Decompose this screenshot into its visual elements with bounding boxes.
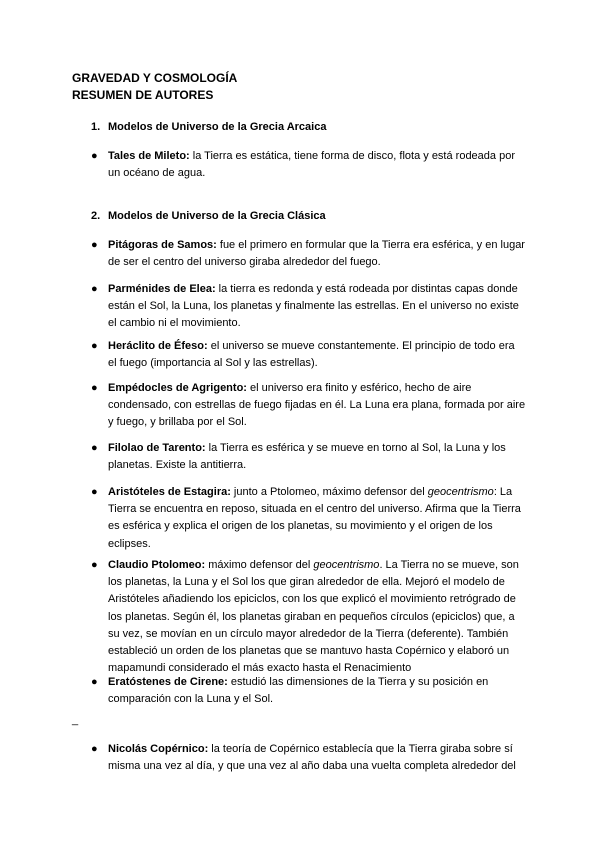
bullet-icon: ● bbox=[91, 382, 98, 394]
author-name: Empédocles de Agrigento: bbox=[108, 382, 247, 394]
author-name: Aristóteles de Estagira: bbox=[108, 486, 231, 498]
section-number: 2. bbox=[91, 210, 101, 222]
author-description-cont: : La Tierra se encuentra en reposo, situada en el centro del universo. Afirma que la Tierra es esférica y explica el origen de los planetas, su movimiento y el origen de los eclipses. bbox=[108, 486, 521, 550]
author-description: junto a Ptolomeo, máximo defensor del bbox=[230, 486, 428, 498]
list-item-pitagoras bbox=[91, 237, 526, 271]
list-item-filolao bbox=[91, 440, 526, 474]
title-line-1: GRAVEDAD Y COSMOLOGÍA bbox=[72, 71, 238, 85]
list-item-ptolomeo bbox=[91, 557, 526, 677]
author-name: Claudio Ptolomeo: bbox=[108, 559, 206, 571]
bullet-icon: ● bbox=[91, 340, 98, 352]
author-description: fue el primero en formular que la Tierra era esférica, y en lugar de ser el centro del universo giraba alrededor del fuego. bbox=[108, 239, 525, 269]
section-heading-1 bbox=[91, 119, 326, 136]
section-separator: _ bbox=[72, 714, 79, 726]
title-line-2: RESUMEN DE AUTORES bbox=[72, 88, 214, 102]
document-title bbox=[72, 70, 237, 104]
author-description: la teoría de Copérnico establecía que la Tierra giraba sobre sí misma una vez al día, y que una vez al año daba una vuelta completa alrededor del bbox=[108, 743, 516, 773]
author-name: Tales de Mileto: bbox=[108, 150, 190, 162]
author-name: Heráclito de Éfeso: bbox=[108, 340, 208, 352]
author-name: Pitágoras de Samos: bbox=[108, 239, 217, 251]
author-description: estudió las dimensiones de la Tierra y su posición en comparación con la Luna y el Sol. bbox=[108, 676, 489, 706]
author-description: máximo defensor del bbox=[205, 559, 314, 571]
emphasis-term: geocentrismo bbox=[427, 486, 494, 498]
list-item-eratostenes bbox=[91, 674, 526, 708]
bullet-icon: ● bbox=[91, 239, 98, 251]
author-description: el universo era finito y esférico, hecho de aire condensado, con estrellas de fuego fijadas en él. La Luna era plana, formada por aire y fuego, y brillaba por el Sol. bbox=[108, 382, 526, 429]
author-description: la tierra es redonda y está rodeada por distintas capas donde están el Sol, la Luna, los planetas y finalmente las estrellas. En el universo no existe el cambio ni el movimiento. bbox=[108, 283, 519, 330]
bullet-icon: ● bbox=[91, 559, 98, 571]
author-name: Filolao de Tarento: bbox=[108, 442, 206, 454]
section-heading-2 bbox=[91, 208, 326, 225]
bullet-icon: ● bbox=[91, 283, 98, 295]
emphasis-term: geocentrismo bbox=[313, 559, 380, 571]
list-item-parmenides bbox=[91, 281, 526, 333]
author-description: la Tierra es esférica y se mueve en torno al Sol, la Luna y los planetas. Existe la antitierra. bbox=[108, 442, 506, 472]
bullet-icon: ● bbox=[91, 150, 98, 162]
section-number: 1. bbox=[91, 121, 101, 133]
list-item-heraclito bbox=[91, 338, 526, 372]
list-item-copernico bbox=[91, 741, 526, 775]
bullet-icon: ● bbox=[91, 486, 98, 498]
author-name: Eratóstenes de Cirene: bbox=[108, 676, 228, 688]
author-description-cont: . La Tierra no se mueve, son los planetas, la Luna y el Sol los que giran alrededor de ella. Mejoró el modelo de Aristóteles añadiendo los epiciclos, con los que explicó el movimiento retrógrado de los planetas. Según él, los planetas giraban en pequeños círculos (epiciclos) que, a su vez, se movían en un círculo mayor alrededor de la Tierra (deferente). También estableció un orden de los planetas que se mantuvo hasta Copérnico y elaboró un mapamundi considerado el más exacto hasta el Renacimiento bbox=[108, 559, 519, 675]
bullet-icon: ● bbox=[91, 676, 98, 688]
bullet-icon: ● bbox=[91, 743, 98, 755]
list-item-aristoteles bbox=[91, 484, 526, 553]
list-item-empedocles bbox=[91, 380, 526, 432]
section-title: Modelos de Universo de la Grecia Clásica bbox=[108, 210, 326, 222]
list-item-tales bbox=[91, 148, 526, 182]
author-name: Parménides de Elea: bbox=[108, 283, 216, 295]
bullet-icon: ● bbox=[91, 442, 98, 454]
author-description: el universo se mueve constantemente. El principio de todo era el fuego (importancia al Sol y las estrellas). bbox=[108, 340, 515, 370]
author-name: Nicolás Copérnico: bbox=[108, 743, 209, 755]
section-title: Modelos de Universo de la Grecia Arcaica bbox=[108, 121, 327, 133]
author-description: la Tierra es estática, tiene forma de disco, flota y está rodeada por un océano de agua. bbox=[108, 150, 515, 180]
